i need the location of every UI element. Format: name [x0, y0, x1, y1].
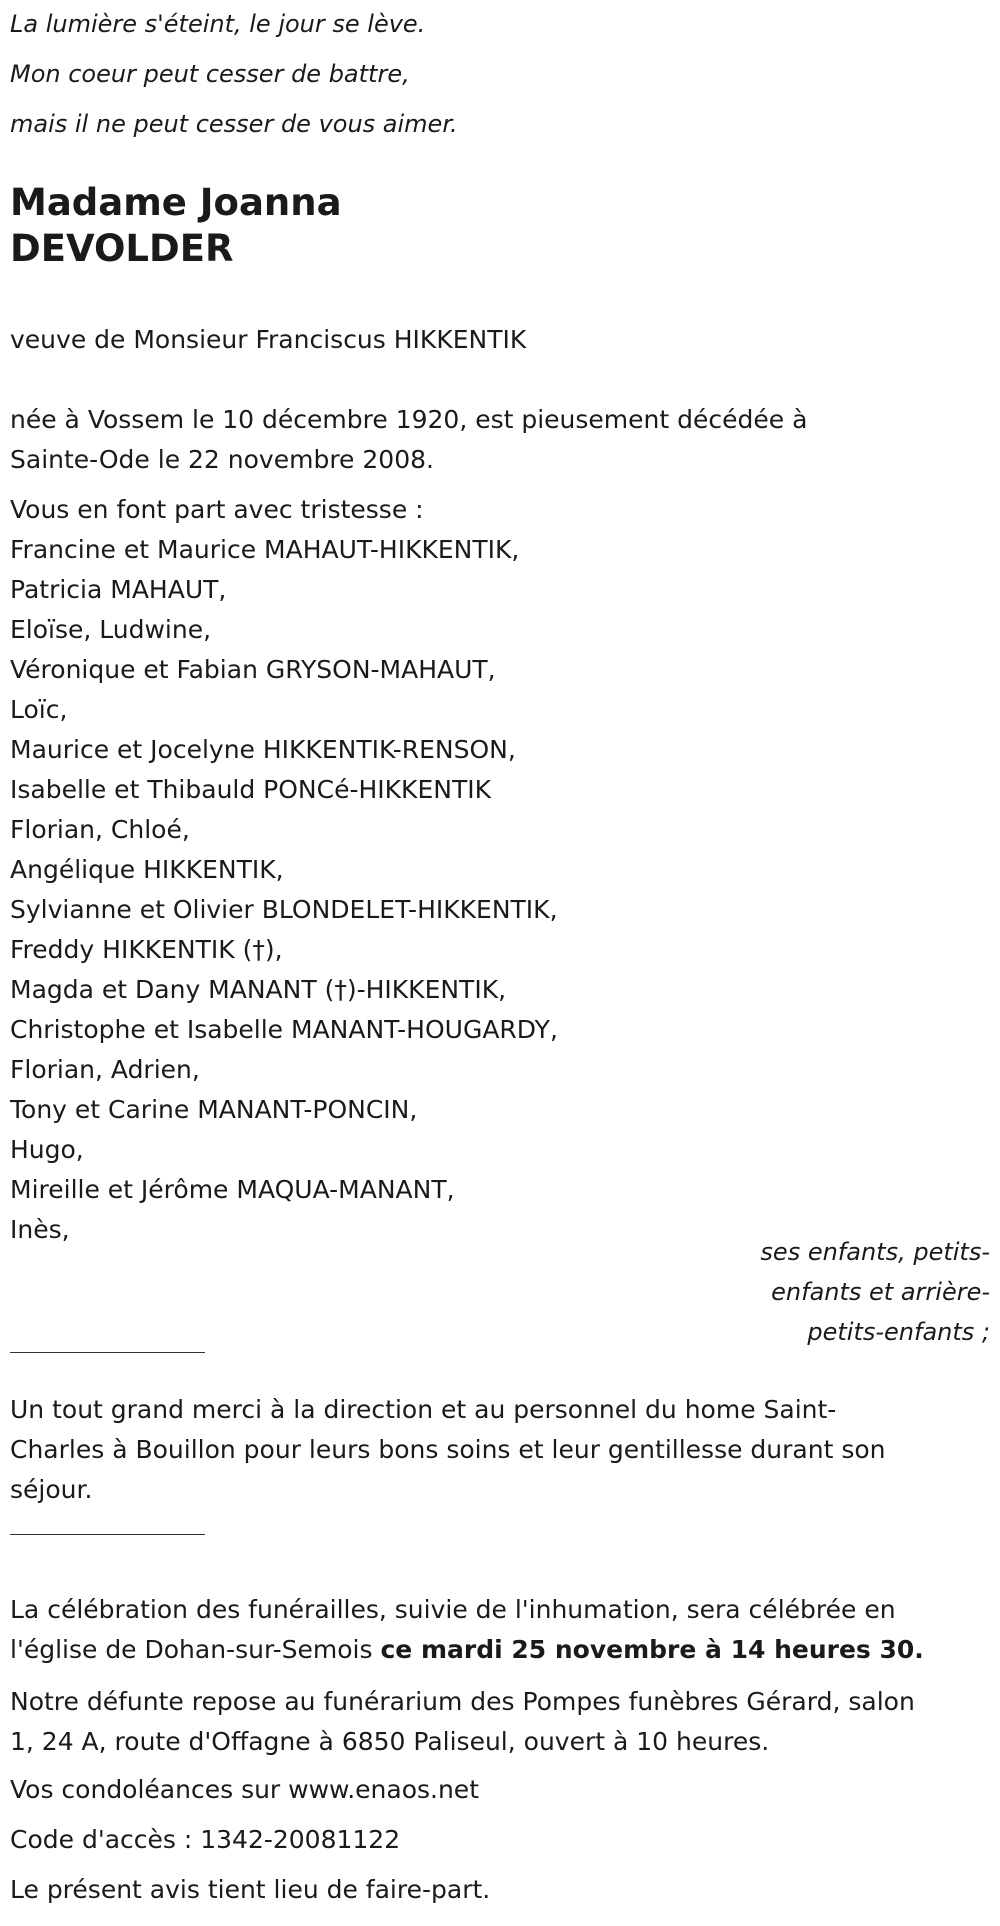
rest-paragraph	[10, 1682, 990, 1762]
family-member: Maurice et Jocelyne HIKKENTIK-RENSON,	[10, 735, 516, 764]
family-member: Mireille et Jérôme MAQUA-MANANT,	[10, 1175, 455, 1204]
funeral-location: l'église de Dohan-sur-Semois	[10, 1635, 381, 1664]
family-member: Florian, Adrien,	[10, 1055, 200, 1084]
notice-text: Le présent avis tient lieu de faire-part.	[10, 1875, 491, 1904]
family-member: Magda et Dany MANANT (†)-HIKKENTIK,	[10, 975, 507, 1004]
funeral-line1: La célébration des funérailles, suivie de l'inhumation, sera célébrée en	[10, 1595, 896, 1624]
thanks-line: Charles à Bouillon pour leurs bons soins et leur gentillesse durant son	[10, 1435, 886, 1464]
birth-death-line: née à Vossem le 10 décembre 1920, est pieusement décédée à	[10, 405, 808, 434]
family-list	[10, 490, 558, 1250]
deceased-name	[10, 180, 342, 272]
relation-note	[730, 1232, 990, 1352]
family-member: Inès,	[10, 1215, 70, 1244]
funeral-date: ce mardi 25 novembre à 14 heures 30.	[380, 1635, 924, 1664]
condolences-text: Vos condoléances sur www.enaos.net	[10, 1775, 479, 1804]
funeral-paragraph	[10, 1590, 990, 1670]
widow-of: veuve de Monsieur Franciscus HIKKENTIK	[10, 325, 527, 354]
family-member: Hugo,	[10, 1135, 84, 1164]
family-member: Francine et Maurice MAHAUT-HIKKENTIK,	[10, 535, 520, 564]
family-member: Sylvianne et Olivier BLONDELET-HIKKENTIK,	[10, 895, 558, 924]
family-member: Freddy HIKKENTIK (†),	[10, 935, 283, 964]
relation-line: enfants et arrière-	[771, 1278, 990, 1306]
deceased-name-line1: Madame Joanna	[10, 181, 342, 224]
birth-death	[10, 400, 807, 480]
family-member: Eloïse, Ludwine,	[10, 615, 212, 644]
rest-line: Notre défunte repose au funérarium des Pompes funèbres Gérard, salon	[10, 1687, 915, 1716]
family-member: Tony et Carine MANANT-PONCIN,	[10, 1095, 418, 1124]
family-member: Angélique HIKKENTIK,	[10, 855, 284, 884]
poem-line: La lumière s'éteint, le jour se lève.	[10, 10, 426, 38]
rest-line: 1, 24 A, route d'Offagne à 6850 Paliseul, ouvert à 10 heures.	[10, 1727, 770, 1756]
thanks-line: séjour.	[10, 1475, 93, 1504]
family-member: Loïc,	[10, 695, 68, 724]
deceased-name-line2: DEVOLDER	[10, 227, 234, 270]
poem-line: mais il ne peut cesser de vous aimer.	[10, 110, 458, 138]
family-member: Patricia MAHAUT,	[10, 575, 227, 604]
poem-line: Mon coeur peut cesser de battre,	[10, 60, 410, 88]
relation-line: ses enfants, petits-	[760, 1238, 990, 1266]
separator-line	[10, 1352, 205, 1353]
access-code: Code d'accès : 1342-20081122	[10, 1825, 401, 1854]
thanks-line: Un tout grand merci à la direction et au personnel du home Saint-	[10, 1395, 837, 1424]
thanks-paragraph	[10, 1390, 990, 1510]
poem	[10, 6, 910, 156]
announcement-intro: Vous en font part avec tristesse :	[10, 495, 424, 524]
separator-line	[10, 1534, 205, 1535]
family-member: Isabelle et Thibauld PONCé-HIKKENTIK	[10, 775, 491, 804]
family-member: Véronique et Fabian GRYSON-MAHAUT,	[10, 655, 496, 684]
relation-line: petits-enfants ;	[807, 1318, 990, 1346]
family-member: Christophe et Isabelle MANANT-HOUGARDY,	[10, 1015, 558, 1044]
funeral-line2	[10, 1630, 990, 1670]
family-member: Florian, Chloé,	[10, 815, 190, 844]
birth-death-line: Sainte-Ode le 22 novembre 2008.	[10, 445, 434, 474]
